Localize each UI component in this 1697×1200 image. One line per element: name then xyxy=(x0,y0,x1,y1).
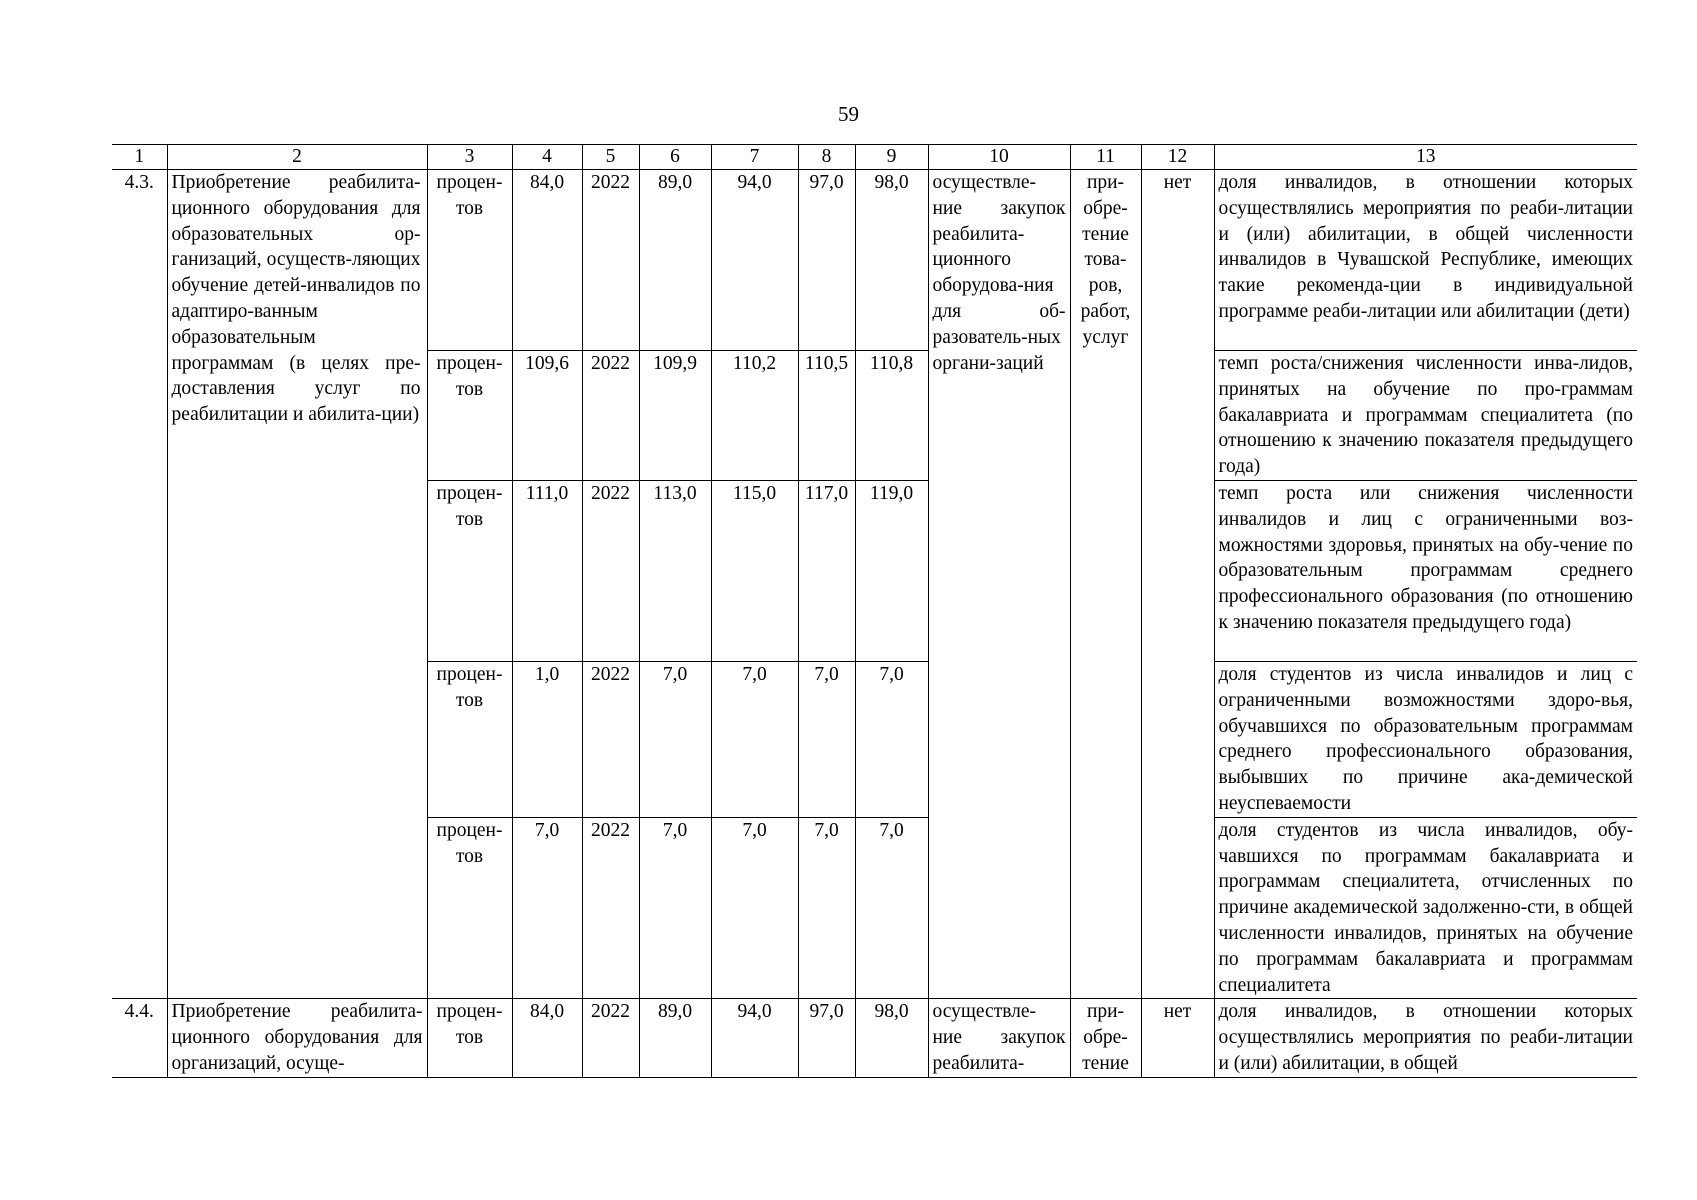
base-value: 84,0 xyxy=(512,170,582,351)
base-year: 2022 xyxy=(582,351,639,481)
empty-cell xyxy=(928,817,1070,999)
base-value: 111,0 xyxy=(512,481,582,662)
unit-cell xyxy=(427,170,512,351)
indicator-name: доля инвалидов, в отношении которых осуществлялись мероприятия по реаби-литации и (или) абилитации, в общей xyxy=(1214,999,1637,1077)
unit-text: процен-тов xyxy=(436,172,503,219)
target-value-2: 110,2 xyxy=(711,351,798,481)
target-value-3: 97,0 xyxy=(798,999,855,1077)
flag-cell: нет xyxy=(1141,170,1214,351)
base-value: 7,0 xyxy=(512,817,582,999)
target-value-1: 89,0 xyxy=(639,170,711,351)
target-value-4: 98,0 xyxy=(855,170,928,351)
target-value-3: 7,0 xyxy=(798,817,855,999)
col-header: 2 xyxy=(167,145,427,170)
target-value-1: 7,0 xyxy=(639,817,711,999)
col-header: 10 xyxy=(928,145,1070,170)
unit-cell: процен-тов xyxy=(427,662,512,818)
target-value-4: 98,0 xyxy=(855,999,928,1077)
target-value-4: 7,0 xyxy=(855,817,928,999)
empty-cell xyxy=(1070,817,1141,999)
target-value-1: 109,9 xyxy=(639,351,711,481)
base-year: 2022 xyxy=(582,481,639,662)
base-year: 2022 xyxy=(582,662,639,818)
empty-cell xyxy=(928,662,1070,818)
measure-description-text: Приобретение реабилита-ционного оборудования для образовательных ор-ганизаций, осуществ-ляющих обучение детей-инвалидов по адаптиро-ванным образовательным программам (в целях пре-доставления услуг по реабилитации и абилита-ции) xyxy=(171,172,421,426)
indicators-table xyxy=(112,144,1637,1078)
empty-cell xyxy=(167,481,427,662)
target-value-3: 117,0 xyxy=(798,481,855,662)
activity-type: при-обре-тение xyxy=(1070,999,1141,1077)
empty-cell xyxy=(1141,481,1214,662)
activity-description xyxy=(928,170,1070,374)
empty-cell xyxy=(112,351,167,481)
activity-type: при-обре-тение това-ров, работ, услуг xyxy=(1070,170,1141,351)
unit-cell: процен-тов xyxy=(427,351,512,481)
col-header: 5 xyxy=(582,145,639,170)
indicator-name: доля студентов из числа инвалидов, обу-чавшихся по программам бакалавриата и программам специалитета, отчисленных по причине академической задолженно-сти, в общей численности инвалидов, принятых на обучение по программам бакалавриата и программам специалитета xyxy=(1214,817,1637,999)
empty-cell xyxy=(112,662,167,818)
table-row xyxy=(112,817,1637,999)
table-row xyxy=(112,481,1637,662)
col-header: 13 xyxy=(1214,145,1637,170)
empty-cell xyxy=(167,817,427,999)
target-value-4: 7,0 xyxy=(855,662,928,818)
target-value-1: 7,0 xyxy=(639,662,711,818)
base-value: 84,0 xyxy=(512,999,582,1077)
row-number: 4.3. xyxy=(112,170,167,351)
target-value-1: 89,0 xyxy=(639,999,711,1077)
unit-cell: процен-тов xyxy=(427,481,512,662)
target-value-3: 97,0 xyxy=(798,170,855,351)
indicator-name: доля студентов из числа инвалидов и лиц с ограниченными возможностями здоро-вья, обучавшихся по образовательным программам среднего профессионального образования, выбывших по причине ака-демической неуспеваемости xyxy=(1214,662,1637,818)
column-numbers-row xyxy=(112,145,1637,170)
col-header: 8 xyxy=(798,145,855,170)
activity-description: осуществле-ние закупок реабилита- xyxy=(928,999,1070,1077)
empty-cell xyxy=(167,662,427,818)
empty-cell xyxy=(1070,351,1141,481)
target-value-3: 7,0 xyxy=(798,662,855,818)
table-row xyxy=(112,170,1637,351)
empty-cell xyxy=(1141,817,1214,999)
indicator-name: доля инвалидов, в отношении которых осуществлялись мероприятия по реаби-литации и (или) абилитации, в общей численности инвалидов в Чувашской Республике, имеющих такие рекоменда-ции в индивидуальной программе реаби-литации или абилитации (дети) xyxy=(1214,170,1637,351)
empty-cell xyxy=(112,817,167,999)
unit-cell: процен-тов xyxy=(427,999,512,1077)
col-header: 7 xyxy=(711,145,798,170)
col-header: 4 xyxy=(512,145,582,170)
table-row xyxy=(112,999,1637,1077)
empty-cell xyxy=(1141,351,1214,481)
page-number: 59 xyxy=(838,102,859,126)
target-value-4: 119,0 xyxy=(855,481,928,662)
target-value-4: 110,8 xyxy=(855,351,928,481)
empty-cell xyxy=(1070,662,1141,818)
unit-cell: процен-тов xyxy=(427,817,512,999)
target-value-3: 110,5 xyxy=(798,351,855,481)
target-value-2: 94,0 xyxy=(711,999,798,1077)
table-row xyxy=(112,662,1637,818)
col-header: 11 xyxy=(1070,145,1141,170)
measure-description: Приобретение реабилита-ционного оборудования для организаций, осуще- xyxy=(167,999,427,1077)
base-year: 2022 xyxy=(582,817,639,999)
target-value-1: 113,0 xyxy=(639,481,711,662)
measure-description xyxy=(167,170,427,426)
indicator-name: темп роста/снижения численности инва-лидов, принятых на обучение по про-граммам бакалавриата и программам специалитета (по отношению к значению показателя предыдущего года) xyxy=(1214,351,1637,481)
col-header: 1 xyxy=(112,145,167,170)
base-value: 1,0 xyxy=(512,662,582,818)
empty-cell xyxy=(1141,662,1214,818)
col-header: 3 xyxy=(427,145,512,170)
base-year: 2022 xyxy=(582,999,639,1077)
target-value-2: 7,0 xyxy=(711,662,798,818)
target-value-2: 94,0 xyxy=(711,170,798,351)
indicator-name: темп роста или снижения численности инвалидов и лиц с ограниченными воз-можностями здоровья, принятых на обу-чение по образовательным программам среднего профессионального образования (по отношению к значению показателя предыдущего года) xyxy=(1214,481,1637,662)
col-header: 12 xyxy=(1141,145,1214,170)
empty-cell xyxy=(928,481,1070,662)
col-header: 6 xyxy=(639,145,711,170)
empty-cell xyxy=(112,481,167,662)
col-header: 9 xyxy=(855,145,928,170)
row-number: 4.4. xyxy=(112,999,167,1077)
activity-text: осуществле-ние закупок реабилита-ционного оборудова-ния для об-разователь-ных органи-заций xyxy=(932,172,1066,374)
target-value-2: 115,0 xyxy=(711,481,798,662)
empty-cell xyxy=(1070,481,1141,662)
flag-cell: нет xyxy=(1141,999,1214,1077)
base-value: 109,6 xyxy=(512,351,582,481)
base-year: 2022 xyxy=(582,170,639,351)
target-value-2: 7,0 xyxy=(711,817,798,999)
